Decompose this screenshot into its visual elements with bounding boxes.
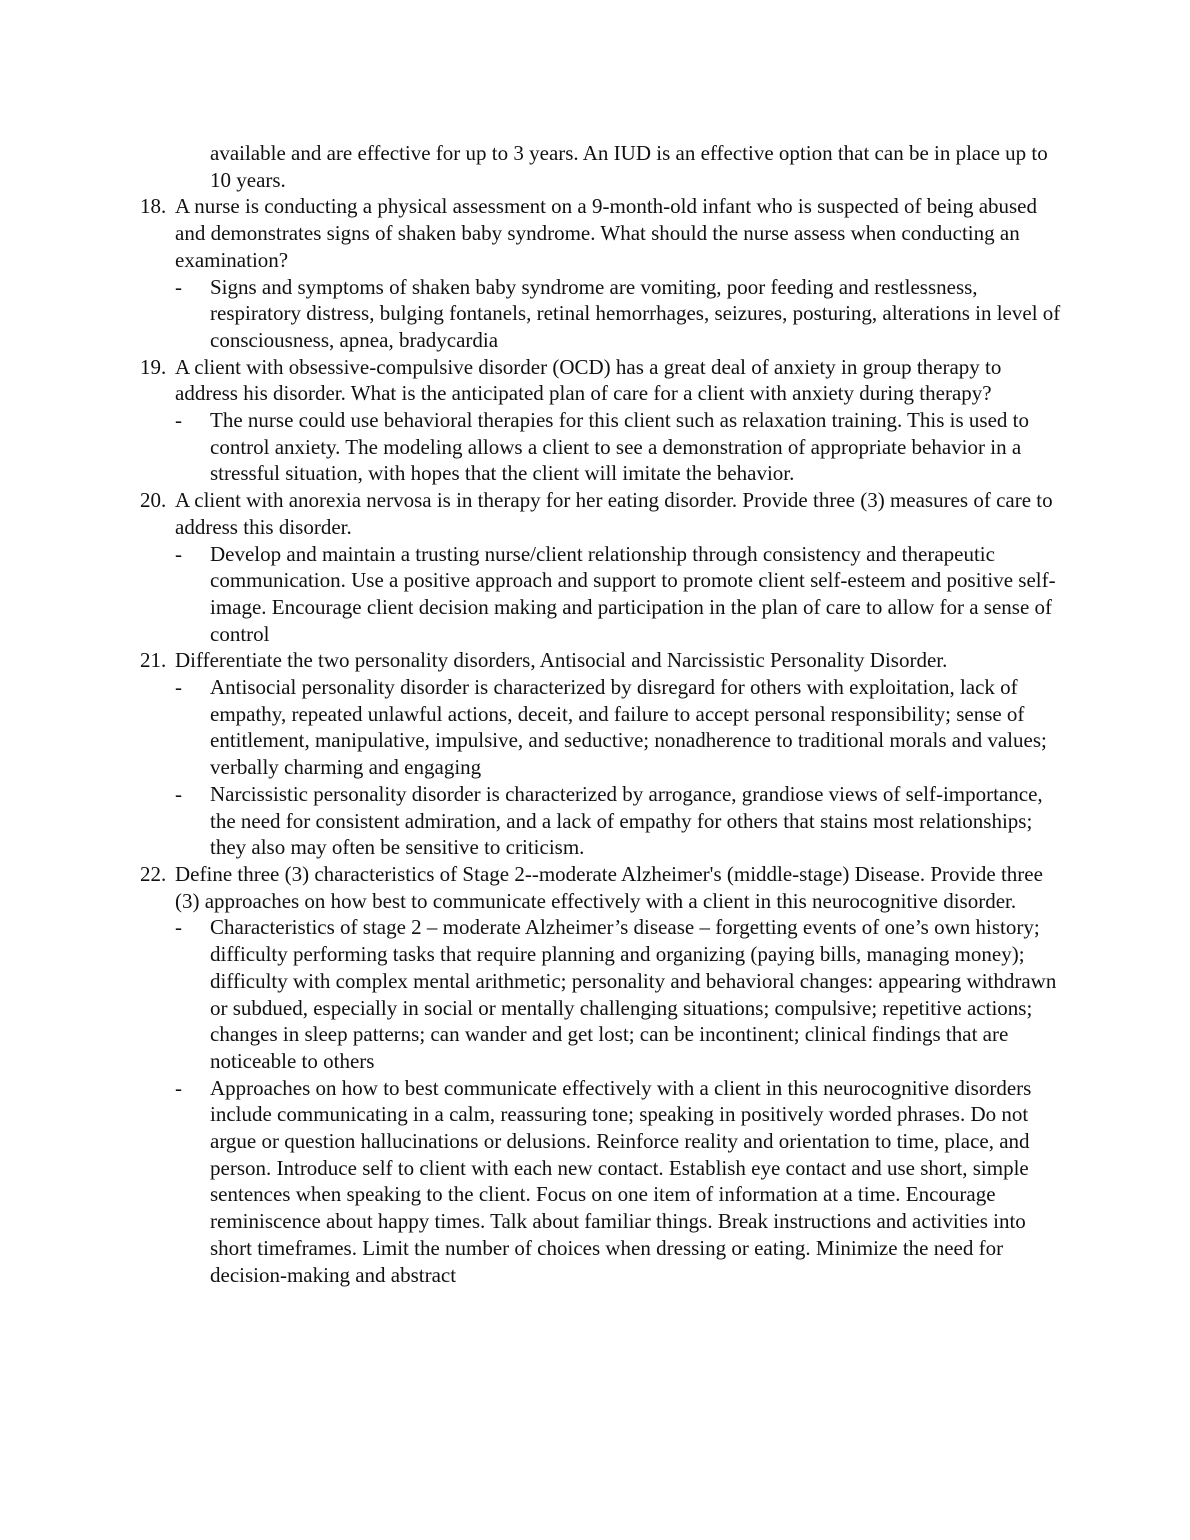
question-number: 18. (140, 194, 167, 219)
answer-19-1 (140, 407, 1065, 487)
question-text: A client with obsessive-compulsive disorder (OCD) has a great deal of anxiety in group therapy to address his disorder. What is the anticipated plan of care for a client with anxiety during therapy? (175, 354, 1002, 406)
bullet-dash: - (175, 781, 182, 806)
question-text: Differentiate the two personality disorders, Antisocial and Narcissistic Personality Disorder. (175, 648, 948, 673)
question-19 (140, 354, 1065, 407)
question-number: 21. (140, 648, 167, 673)
question-22 (140, 861, 1065, 914)
answer-21-2 (140, 781, 1065, 861)
answer-text: Approaches on how to best communicate effectively with a client in this neurocognitive disorders include communicating in a calm, reassuring tone; speaking in positively worded phrases. Do not argue or question hallucinations or delusions. Reinforce reality and orientation to time, place, and person. Introduce self to client with each new contact. Establish eye contact and use short, simple sentences when speaking to the client. Focus on one item of information at a time. Encourage reminiscence about happy times. Talk about familiar things. Break instructions and activities into short timeframes. Limit the number of choices when dressing or eating. Minimize the need for decision-making and abstract (210, 1075, 1032, 1287)
answer-18-1 (140, 274, 1065, 354)
question-18 (140, 193, 1065, 273)
bullet-dash: - (175, 675, 182, 700)
question-text: A client with anorexia nervosa is in therapy for her eating disorder. Provide three (3) measures of care to address this disorder. (175, 488, 1053, 539)
bullet-dash: - (175, 274, 182, 299)
answer-22-2 (140, 1075, 1065, 1289)
answer-text: Narcissistic personality disorder is characterized by arrogance, grandiose views of self-importance, the need for consistent admiration, and a lack of empathy for others that stains most relationships; they also may often be sensitive to criticism. (210, 781, 1043, 860)
question-text: Define three (3) characteristics of Stage 2--moderate Alzheimer's (middle-stage) Disease. Provide three (3) approaches on how best to communicate effectively with a client in this neurocognitive disorder. (175, 861, 1043, 913)
question-20 (140, 487, 1065, 540)
answer-text: Develop and maintain a trusting nurse/client relationship through consistency and therapeutic communication. Use a positive approach and support to promote client self-esteem and positive self-image. Encourage client decision making and participation in the plan of care to allow for a sense of control (210, 541, 1056, 646)
answer-22-1 (140, 914, 1065, 1074)
question-21 (140, 647, 1065, 674)
bullet-dash: - (175, 541, 182, 566)
bullet-dash: - (175, 1075, 182, 1100)
answer-text: Characteristics of stage 2 – moderate Alzheimer’s disease – forgetting events of one’s own history; difficulty performing tasks that require planning and organizing (paying bills, managing money); difficulty with complex mental arithmetic; personality and behavioral changes: appearing withdrawn or subdued, especially in social or mentally challenging situations; compulsive; repetitive actions; changes in sleep patterns; can wander and get lost; can be incontinent; clinical findings that are noticeable to others (210, 915, 1057, 1073)
answer-20-1 (140, 541, 1065, 648)
answer-text: Signs and symptoms of shaken baby syndrome are vomiting, poor feeding and restlessness, respiratory distress, bulging fontanels, retinal hemorrhages, seizures, posturing, alterations in level of consciousness, apnea, bradycardia (210, 274, 1061, 352)
bullet-dash: - (175, 915, 182, 940)
answer-21-1 (140, 674, 1065, 781)
question-number: 19. (140, 354, 167, 379)
bullet-dash: - (175, 408, 182, 433)
question-number: 22. (140, 861, 167, 886)
answer-text: The nurse could use behavioral therapies for this client such as relaxation training. This is used to control anxiety. The modeling allows a client to see a demonstration of appropriate behavior in a stressful situation, with hopes that the client will imitate the behavior. (210, 408, 1029, 486)
question-text: A nurse is conducting a physical assessment on a 9-month-old infant who is suspected of being abused and demonstrates signs of shaken baby syndrome. What should the nurse assess when conducting an examination? (175, 194, 1038, 272)
document-body (140, 140, 1065, 1288)
carryover-paragraph: available and are effective for up to 3 years. An IUD is an effective option that can be in place up to 10 years. (210, 141, 1048, 192)
answer-text: Antisocial personality disorder is characterized by disregard for others with exploitation, lack of empathy, repeated unlawful actions, deceit, and failure to accept personal responsibility; sense of entitlement, manipulative, impulsive, and seductive; nonadherence to traditional morals and values; verbally charming and engaging (210, 675, 1047, 780)
question-number: 20. (140, 488, 167, 513)
